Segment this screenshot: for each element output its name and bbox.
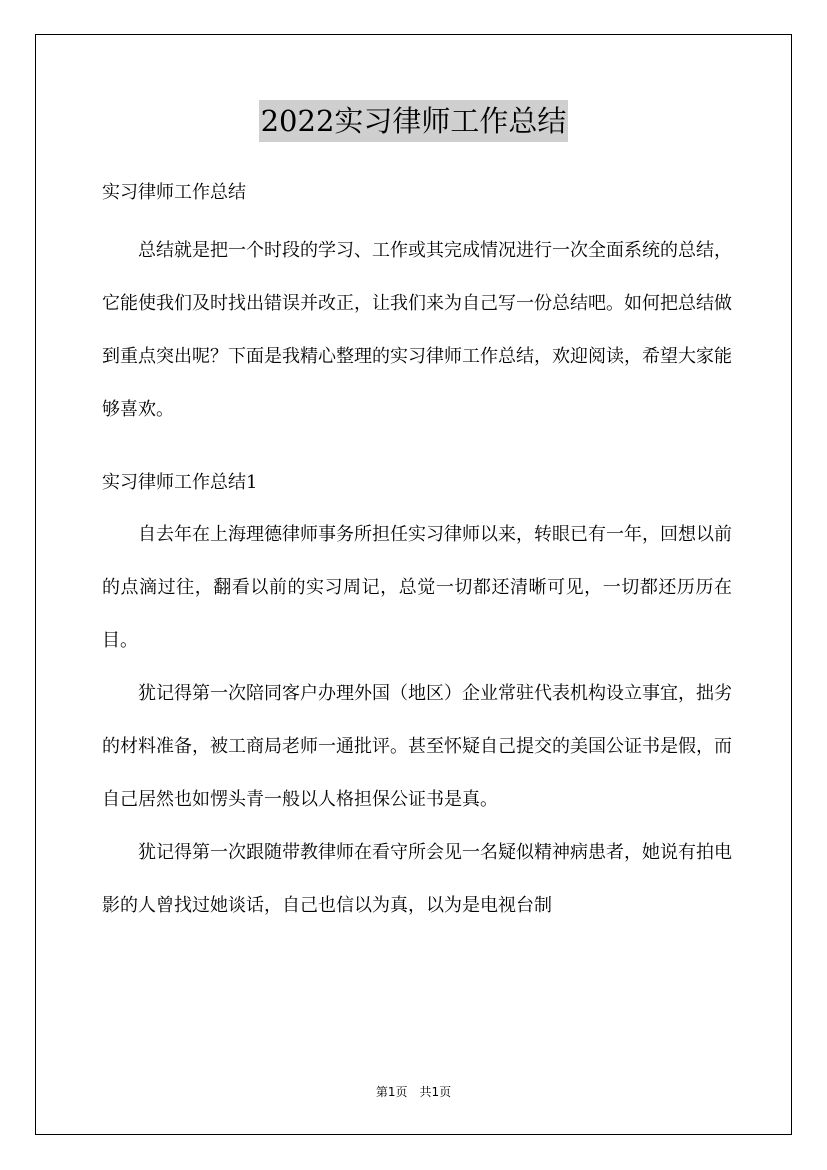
document-body — [102, 172, 732, 932]
body-paragraph-2: 犹记得第一次陪同客户办理外国（地区）企业常驻代表机构设立事宜，拙劣的材料准备，被工商局老师一通批评。甚至怀疑自己提交的美国公证书是假，而自己居然也如愣头青一般以人格担保公证书是真。 — [102, 683, 732, 810]
document-subtitle: 实习律师工作总结 — [102, 182, 246, 203]
spacer — [102, 214, 732, 224]
section-heading: 实习律师工作总结1 — [102, 472, 258, 493]
intro-paragraph: 总结就是把一个时段的学习、工作或其完成情况进行一次全面系统的总结，它能使我们及时找出错误并改正，让我们来为自己写一份总结吧。如何把总结做到重点突出呢？下面是我精心整理的实习律师工作总结，欢迎阅读，希望大家能够喜欢。 — [102, 240, 732, 420]
body-paragraph-1: 自去年在上海理德律师事务所担任实习律师以来，转眼已有一年，回想以前的点滴过往，翻看以前的实习周记，总觉一切都还清晰可见，一切都还历历在目。 — [102, 524, 732, 651]
document-title: 2022实习律师工作总结 — [259, 100, 569, 142]
spacer — [102, 436, 732, 462]
title-container — [0, 100, 827, 142]
page-number-footer: 第1页 共1页 — [375, 1085, 452, 1099]
body-paragraph-3: 犹记得第一次跟随带教律师在看守所会见一名疑似精神病患者，她说有拍电影的人曾找过她谈话，自己也信以为真，以为是电视台制 — [102, 842, 732, 916]
